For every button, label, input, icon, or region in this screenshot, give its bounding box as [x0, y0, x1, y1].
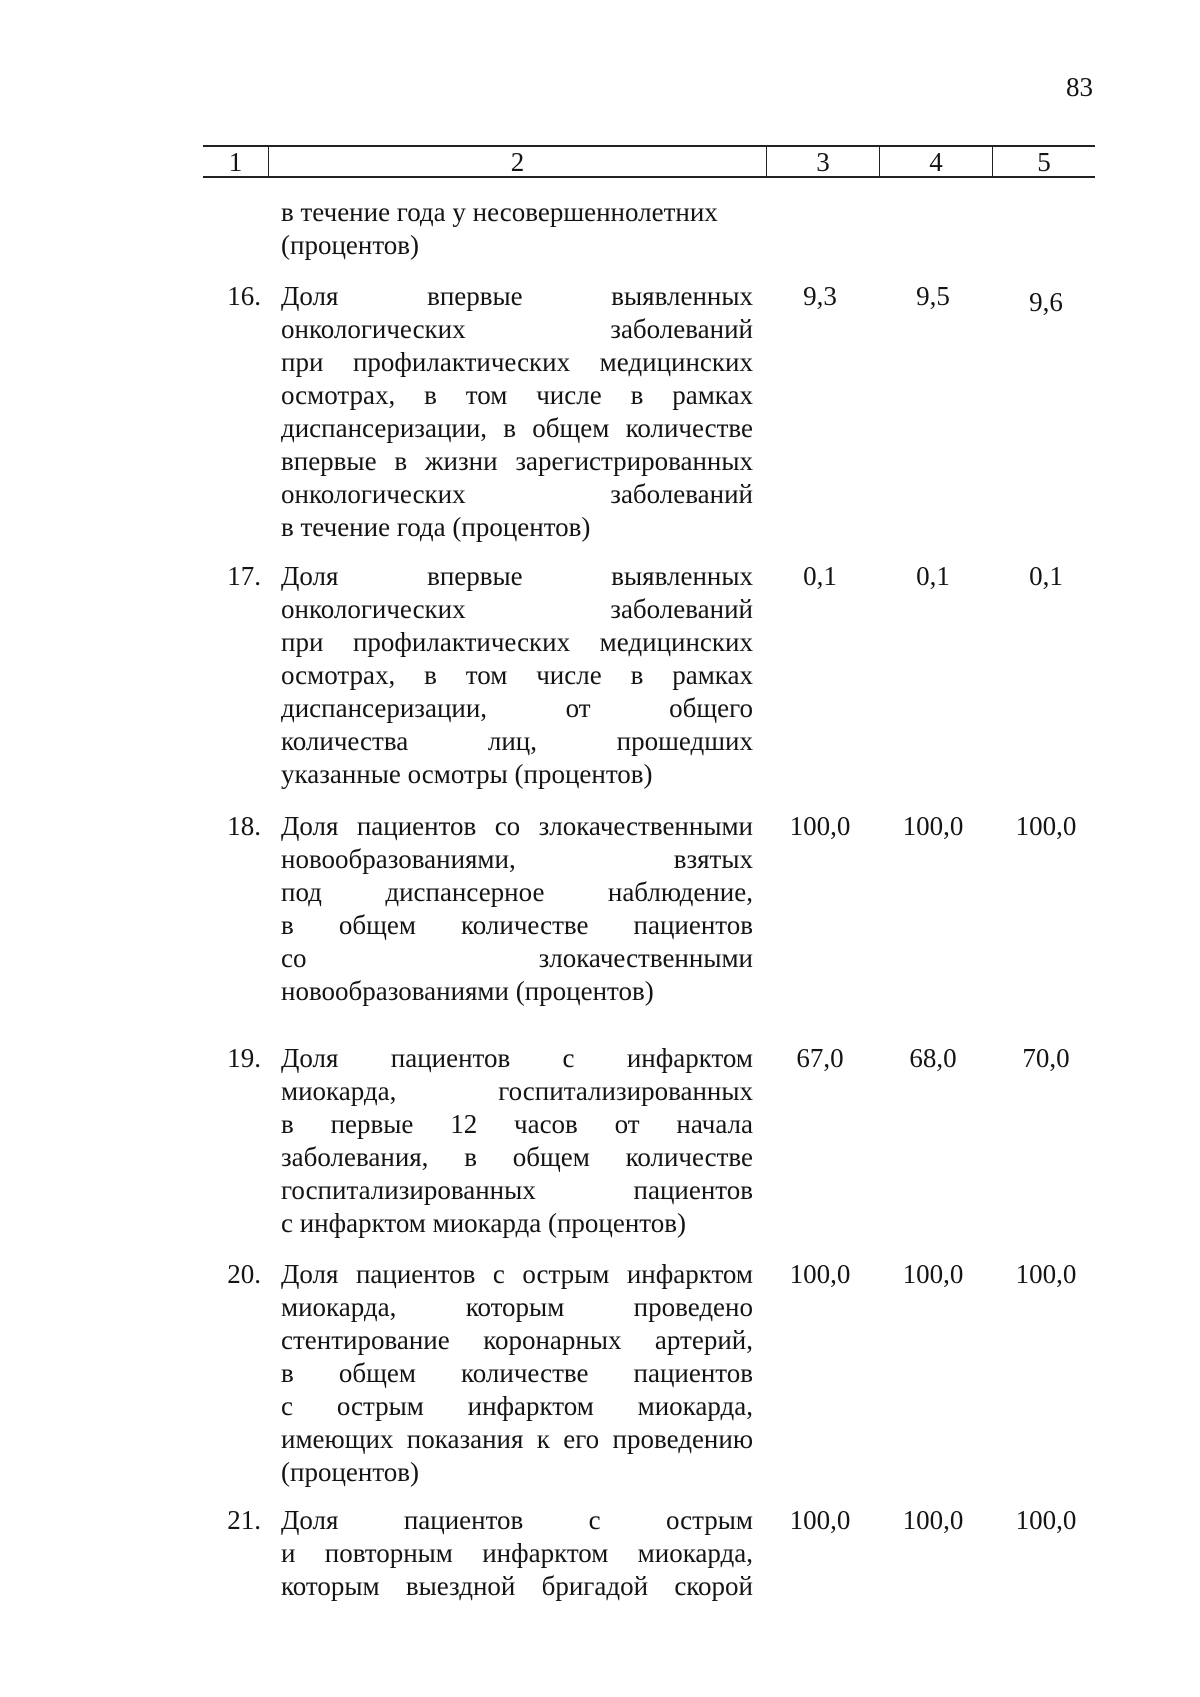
row-number: 21.	[227, 1505, 261, 1535]
description-line: миокарда, которым проведено	[281, 1292, 753, 1322]
value-col-4: 100,0	[902, 1505, 964, 1535]
description-line: имеющих показания к его проведению	[281, 1424, 753, 1454]
value-col-4: 9,5	[916, 281, 950, 311]
row-number: 18.	[227, 811, 261, 841]
description-line: с инфарктом миокарда (процентов)	[281, 1208, 686, 1238]
description-line: при профилактических медицинских	[281, 347, 753, 377]
value-col-5: 70,0	[1022, 1043, 1070, 1073]
description-line: Доля пациентов с острым инфарктом	[281, 1259, 753, 1289]
description-line: Доля пациентов с инфарктом	[281, 1043, 753, 1073]
value-col-5: 0,1	[1029, 561, 1063, 591]
description-line: количества лиц, прошедших	[281, 726, 753, 756]
description-line: онкологических заболеваний	[281, 479, 753, 509]
description-line: диспансеризации, от общего	[281, 693, 753, 723]
row-description	[281, 1258, 753, 1489]
value-col-5: 100,0	[1015, 1259, 1077, 1289]
description-line: с острым инфарктом миокарда,	[281, 1391, 753, 1421]
description-line: со злокачественными	[281, 943, 753, 973]
page-number: 83	[1066, 72, 1093, 102]
description-line: Доля пациентов с острым	[281, 1505, 753, 1535]
description-line: Доля впервые выявленных	[281, 561, 753, 591]
description-line: в общем количестве пациентов	[281, 1358, 753, 1388]
row-number: 16.	[227, 281, 261, 311]
description-line: стентирование коронарных артерий,	[281, 1325, 753, 1355]
value-col-3: 9,3	[803, 281, 837, 311]
continuation-text	[281, 196, 753, 262]
description-line: осмотрах, в том числе в рамках	[281, 660, 753, 690]
row-description	[281, 1042, 753, 1240]
value-col-5: 100,0	[1015, 1505, 1077, 1535]
description-line: госпитализированных пациентов	[281, 1175, 753, 1205]
row-number: 20.	[227, 1259, 261, 1289]
value-col-3: 0,1	[803, 561, 837, 591]
description-line: новообразованиями, взятых	[281, 844, 753, 874]
value-col-3: 100,0	[789, 811, 851, 841]
value-col-5: 100,0	[1015, 811, 1077, 841]
header-cell-3: 3	[766, 147, 879, 176]
table-header-row	[203, 145, 1095, 178]
description-line: Доля пациентов со злокачественными	[281, 811, 753, 841]
value-col-4: 68,0	[909, 1043, 957, 1073]
description-line: в первые 12 часов от начала	[281, 1109, 753, 1139]
value-col-4: 0,1	[916, 561, 950, 591]
row-number: 17.	[227, 561, 261, 591]
description-line: заболевания, в общем количестве	[281, 1142, 753, 1172]
description-line: которым выездной бригадой скорой	[281, 1571, 753, 1601]
description-line: под диспансерное наблюдение,	[281, 877, 753, 907]
description-line: при профилактических медицинских	[281, 627, 753, 657]
description-line: новообразованиями (процентов)	[281, 976, 654, 1006]
description-line: в общем количестве пациентов	[281, 910, 753, 940]
description-line: онкологических заболеваний	[281, 594, 753, 624]
value-col-3: 67,0	[796, 1043, 844, 1073]
value-col-4: 100,0	[902, 811, 964, 841]
header-cell-5: 5	[992, 147, 1095, 176]
description-line: в течение года (процентов)	[281, 512, 591, 542]
description-line: диспансеризации, в общем количестве	[281, 413, 753, 443]
row-description	[281, 560, 753, 791]
description-line: (процентов)	[281, 1457, 420, 1487]
description-line: впервые в жизни зарегистрированных	[281, 446, 753, 476]
continuation-line: (процентов)	[281, 230, 420, 260]
description-line: осмотрах, в том числе в рамках	[281, 380, 753, 410]
description-line: Доля впервые выявленных	[281, 281, 753, 311]
row-description	[281, 280, 753, 544]
value-col-5: 9,6	[1029, 287, 1063, 317]
value-col-3: 100,0	[789, 1259, 851, 1289]
description-line: и повторным инфарктом миокарда,	[281, 1538, 753, 1568]
value-col-4: 100,0	[902, 1259, 964, 1289]
header-cell-2: 2	[268, 147, 766, 176]
header-cell-1: 1	[228, 147, 243, 177]
description-line: онкологических заболеваний	[281, 314, 753, 344]
value-col-3: 100,0	[789, 1505, 851, 1535]
continuation-line: в течение года у несовершеннолетних	[281, 197, 718, 227]
row-number: 19.	[227, 1043, 261, 1073]
row-description	[281, 1504, 753, 1603]
row-description	[281, 810, 753, 1008]
description-line: миокарда, госпитализированных	[281, 1076, 753, 1106]
header-cell-4: 4	[879, 147, 992, 176]
description-line: указанные осмотры (процентов)	[281, 759, 653, 789]
